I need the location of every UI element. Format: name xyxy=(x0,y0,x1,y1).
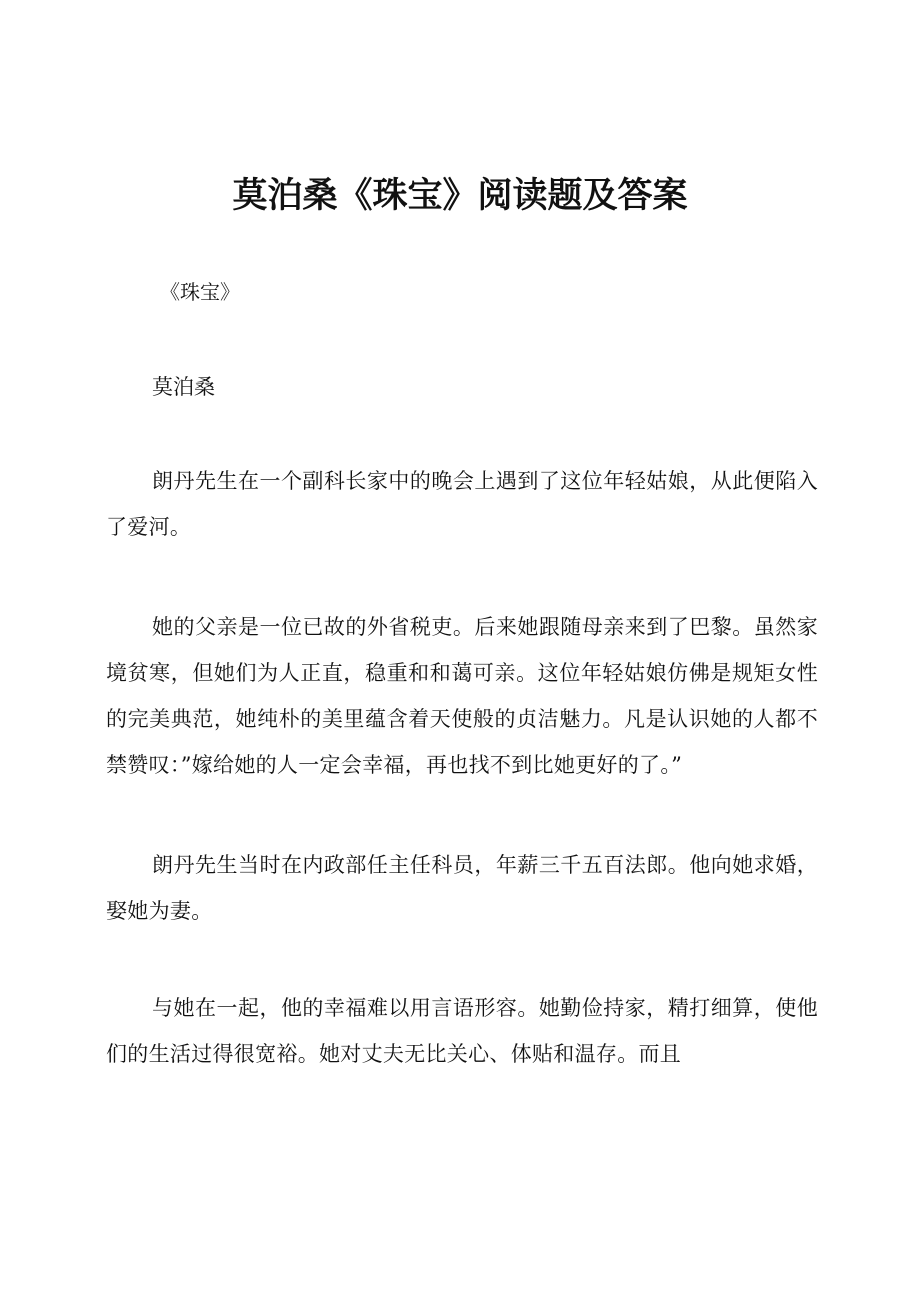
document-title: 莫泊桑《珠宝》阅读题及答案 xyxy=(232,176,688,216)
body-paragraph: 与她在一起，他的幸福难以用言语形容。她勤俭持家，精打细算，使他们的生活过得很宽裕。她对丈夫无比关心、体贴和温存。而且 xyxy=(106,996,818,1066)
work-title: 《珠宝》 xyxy=(160,280,240,304)
author-name: 莫泊桑 xyxy=(152,375,215,399)
body-paragraph: 她的父亲是一位已故的外省税吏。后来她跟随母亲来到了巴黎。虽然家境贫寒，但她们为人正直，稳重和和蔼可亲。这位年轻姑娘仿佛是规矩女性的完美典范，她纯朴的美里蕴含着天使般的贞洁魅力。凡是认识她的人都不禁赞叹：”嫁给她的人一定会幸福，再也找不到比她更好的了。” xyxy=(106,615,818,777)
body-paragraph: 朗丹先生在一个副科长家中的晚会上遇到了这位年轻姑娘，从此便陷入了爱河。 xyxy=(106,469,818,539)
body-paragraph: 朗丹先生当时在内政部任主任科员，年薪三千五百法郎。他向她求婚，娶她为妻。 xyxy=(106,853,818,923)
